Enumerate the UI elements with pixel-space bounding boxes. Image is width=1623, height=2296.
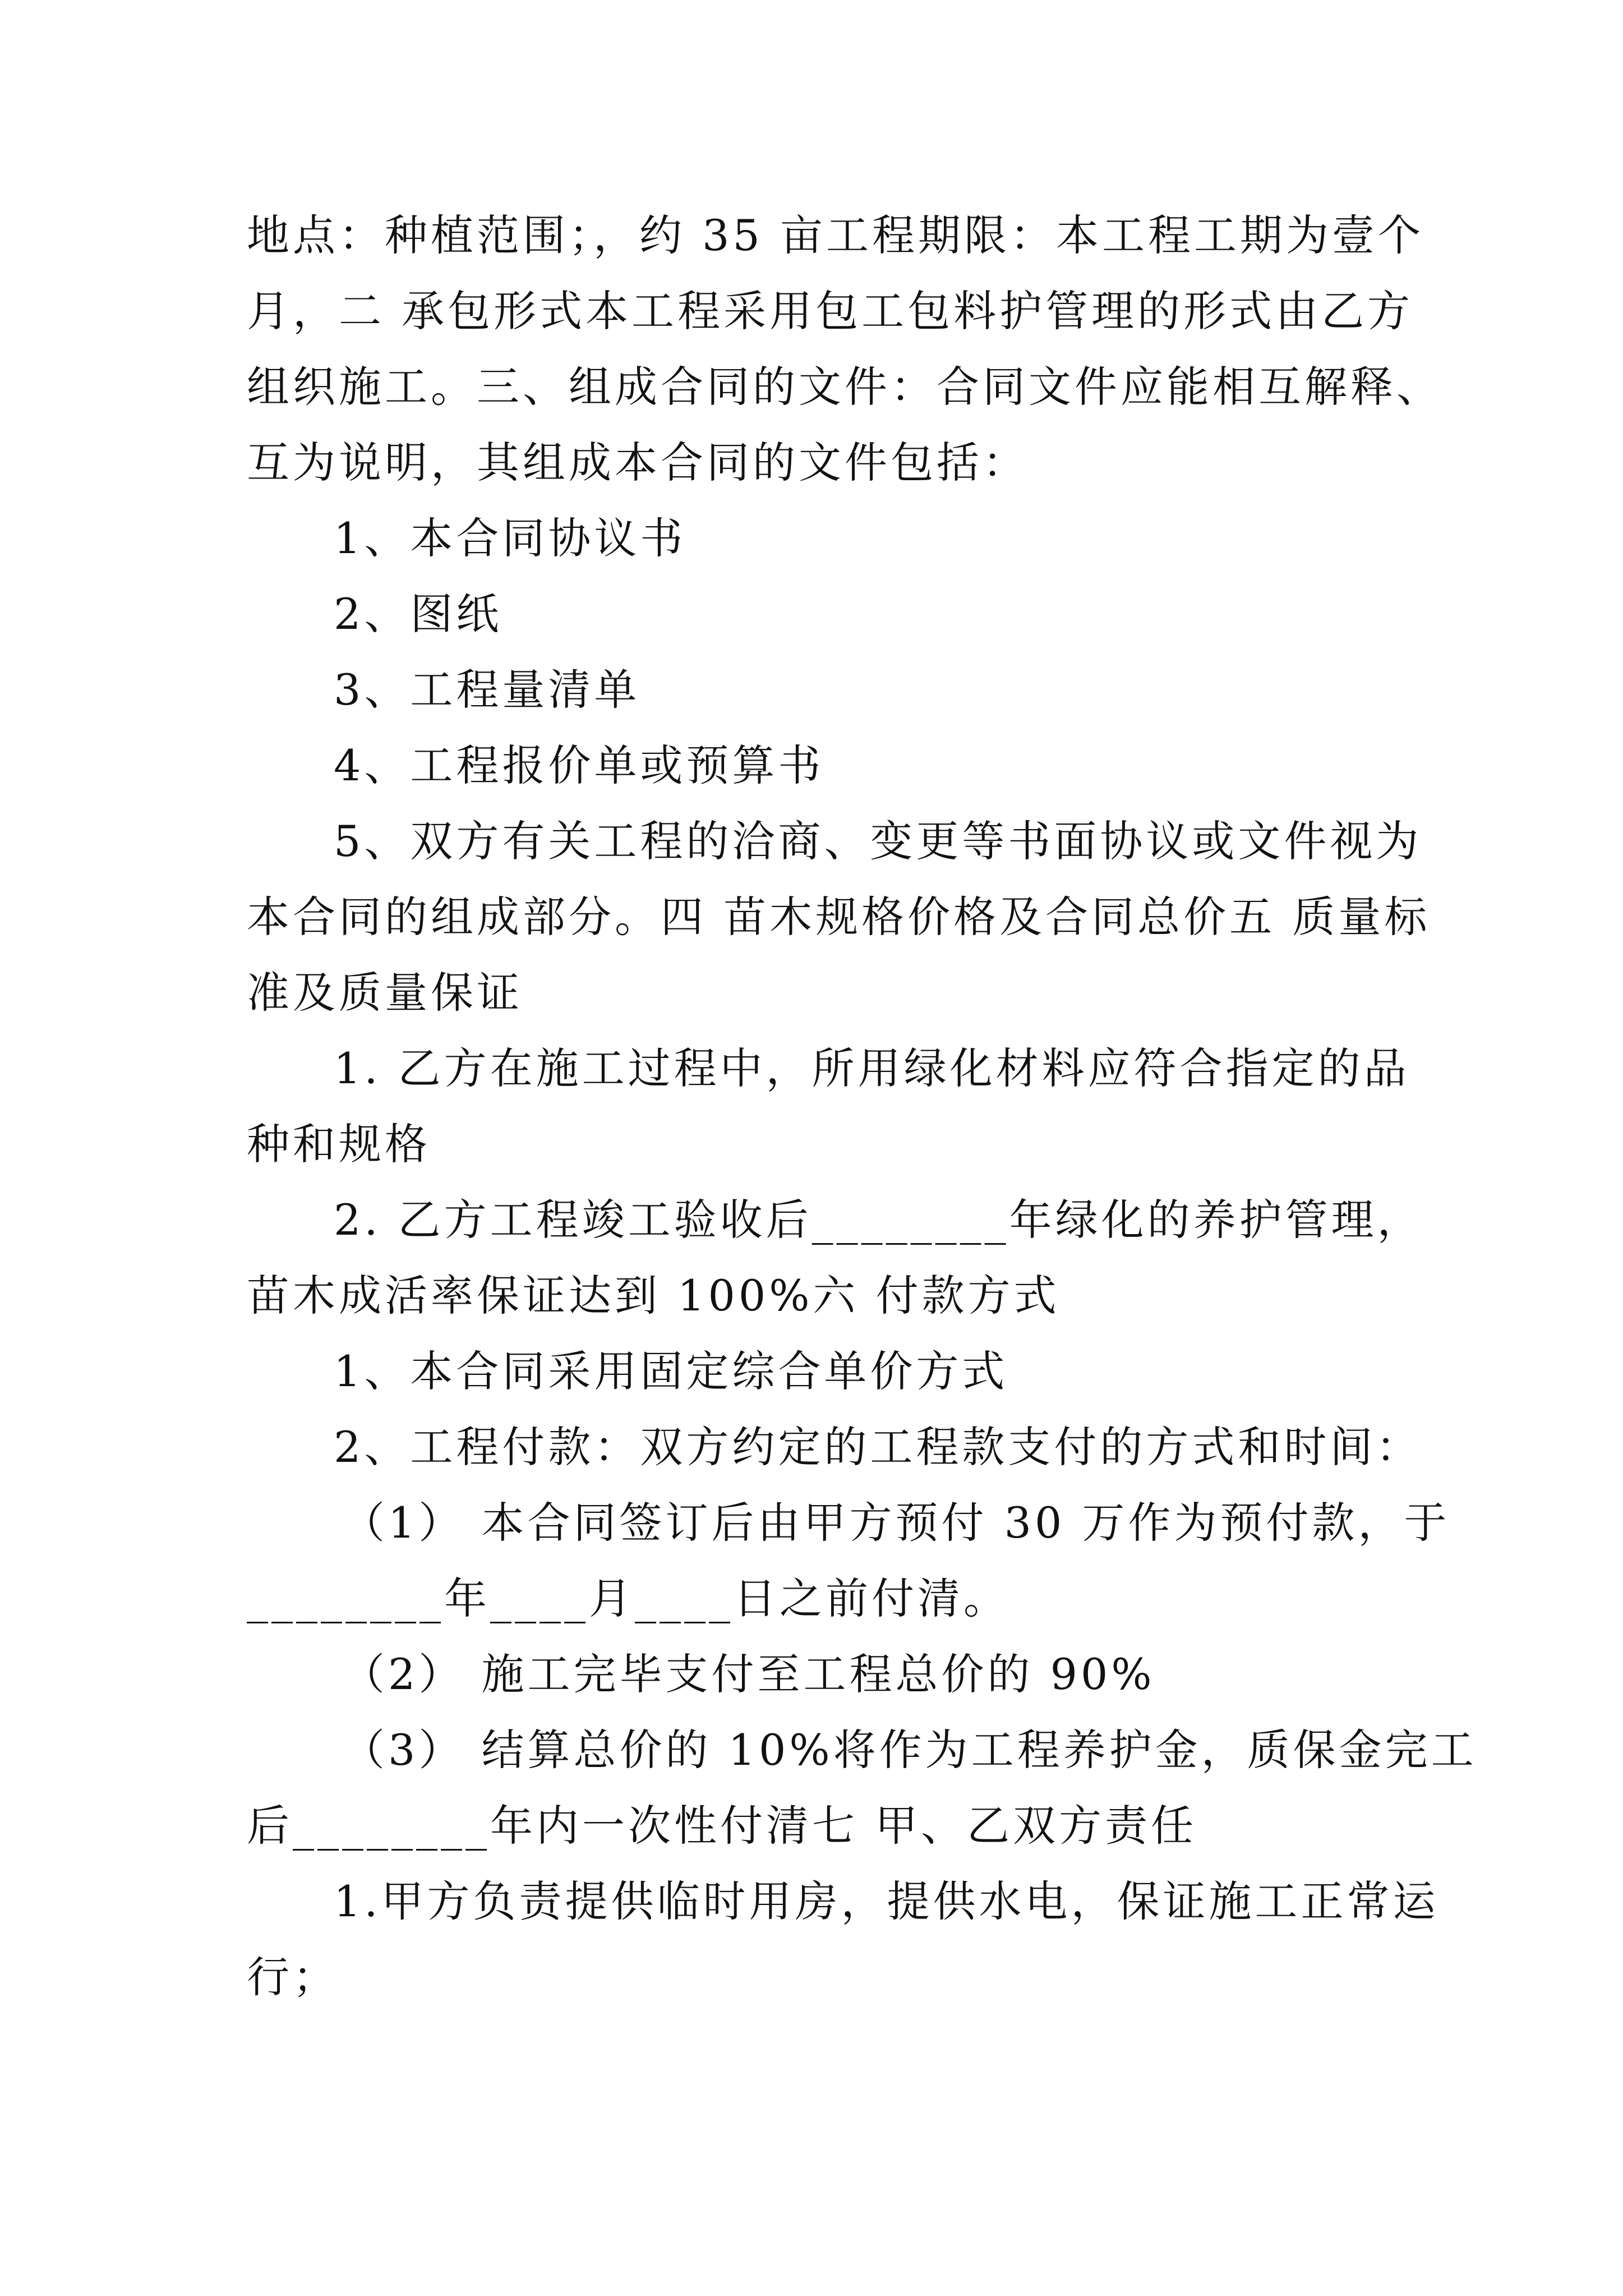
list-item: （1） 本合同签订后由甲方预付 30 万作为预付款，于: [342, 1498, 1450, 1548]
list-item: 2、图纸: [334, 589, 502, 639]
text-line: 苗木成活率保证达到 100%六 付款方式: [247, 1271, 1060, 1320]
text-line: 种和规格: [247, 1119, 431, 1169]
text-line: 本合同的组成部分。四 苗木规格价格及合同总价五 质量标: [247, 892, 1431, 942]
list-item: 1. 乙方在施工过程中，所用绿化材料应符合指定的品: [334, 1043, 1410, 1093]
text-line: 地点：种植范围；，约 35 亩工程期限：本工程工期为壹个: [247, 210, 1424, 260]
list-item: 2. 乙方工程竣工验收后________年绿化的养护管理，: [334, 1195, 1423, 1245]
text-line: 准及质量保证: [247, 968, 523, 1018]
list-item: （2） 施工完毕支付至工程总价的 90%: [342, 1649, 1155, 1699]
text-line: 行；: [247, 1952, 339, 2002]
text-line: 后________年内一次性付清七 甲、乙双方责任: [247, 1801, 1197, 1851]
text-line: 组织施工。三、组成合同的文件：合同文件应能相互解释、: [247, 362, 1442, 412]
text-line: 互为说明，其组成本合同的文件包括：: [247, 438, 1029, 487]
text-line: ________年____月____日之前付清。: [247, 1573, 1009, 1623]
text-line: 月，二 承包形式本工程采用包工包料护管理的形式由乙方: [247, 286, 1414, 336]
list-item: 1.甲方负责提供临时用房，提供水电，保证施工正常运: [334, 1876, 1439, 1926]
list-item: 2、工程付款：双方约定的工程款支付的方式和时间：: [334, 1422, 1422, 1472]
list-item: 4、工程报价单或预算书: [334, 740, 824, 790]
list-item: 1、本合同采用固定综合单价方式: [334, 1346, 1008, 1396]
list-item: 5、双方有关工程的洽商、变更等书面协议或文件视为: [334, 816, 1422, 866]
list-item: （3） 结算总价的 10%将作为工程养护金，质保金完工: [342, 1725, 1477, 1775]
list-item: 1、本合同协议书: [334, 513, 686, 563]
list-item: 3、工程量清单: [334, 665, 640, 715]
